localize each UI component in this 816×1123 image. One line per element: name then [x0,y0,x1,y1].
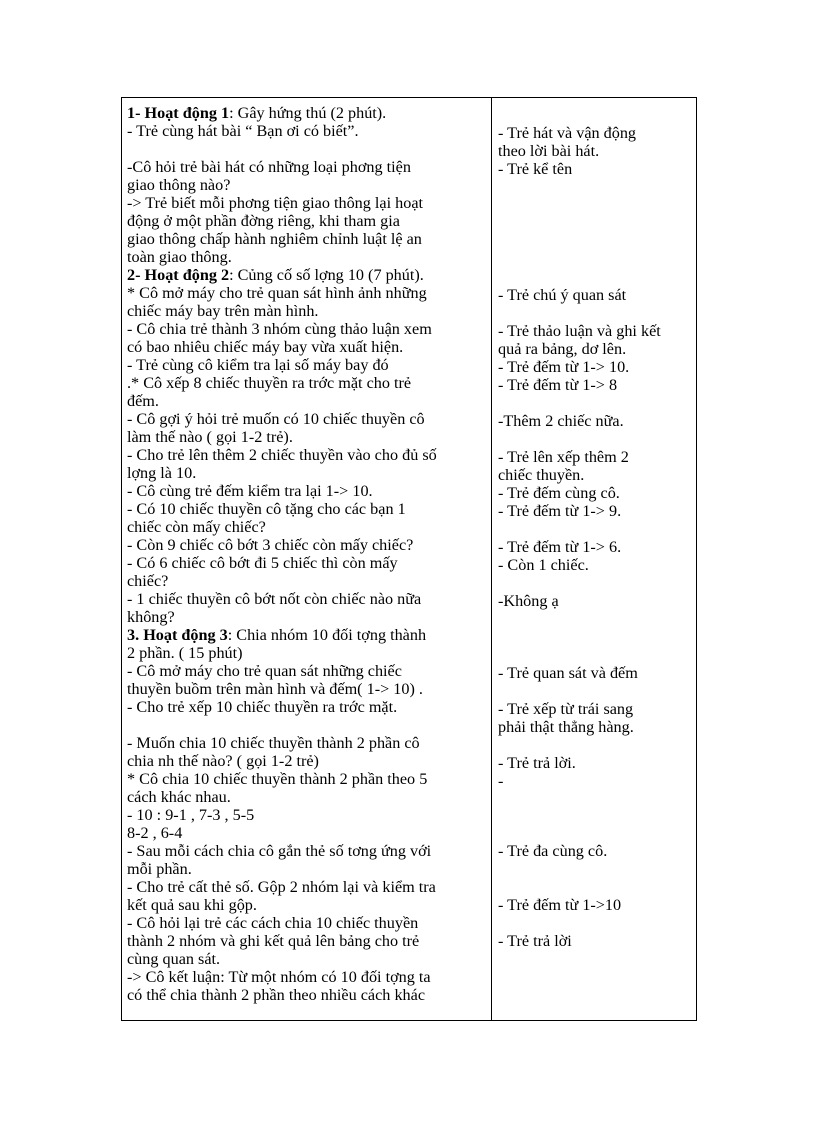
line-text: chiếc thuyền. [498,466,585,484]
student-line [498,412,624,430]
line-text: - Có 10 chiếc thuyền cô tặng cho các bạn 1 [127,500,406,518]
line-text: chia nh thế nào? ( gọi 1-2 trẻ) [127,752,319,770]
line-text: - Trẻ đếm từ 1-> 10. [498,358,630,376]
teacher-line [127,554,398,572]
student-line [498,664,638,682]
line-text: - Cho trẻ lên thêm 2 chiếc thuyền vào cho đủ số [127,446,437,464]
line-text: - Trẻ quan sát và đếm [498,664,638,682]
student-line [498,896,621,914]
column-divider [491,98,492,1020]
teacher-line [127,824,182,842]
line-text: thành 2 nhóm và ghi kết quả lên bảng cho trẻ [127,932,420,950]
line-text: .* Cô xếp 8 chiếc thuyền ra trớc mặt cho trẻ [127,374,412,392]
line-text: - Trẻ cùng hát bài “ Bạn ơi có biết”. [127,122,359,140]
teacher-line [127,986,425,1004]
student-line [498,502,621,520]
line-text: - Còn 9 chiếc cô bớt 3 chiếc còn mấy chiếc? [127,536,414,554]
line-text: giao thông nào? [127,176,231,194]
line-text: - Sau mỗi cách chia cô gắn thẻ số tơng ứng với [127,842,432,860]
line-text: - Trẻ kể tên [498,160,573,178]
line-text: - Cho trẻ cất thẻ số. Gộp 2 nhóm lại và kiểm tra [127,878,436,896]
student-line [498,322,661,340]
teacher-line [127,788,231,806]
student-line [498,376,617,394]
teacher-line [127,446,437,464]
student-line [498,448,629,466]
line-text: - Trẻ hát và vận động [498,124,637,142]
teacher-line [127,284,427,302]
line-text: -> Trẻ biết mỗi phơng tiện giao thông lại hoạt [127,194,423,212]
teacher-line [127,896,257,914]
line-text: - [498,772,504,790]
line-text: - Cô chia trẻ thành 3 nhóm cùng thảo luận xem [127,320,432,338]
teacher-line [127,698,397,716]
line-text: - Trẻ chú ý quan sát [498,286,627,304]
teacher-line [127,518,266,536]
teacher-line [127,464,196,482]
teacher-line [127,248,232,266]
teacher-line [127,212,400,230]
line-text: cùng quan sát. [127,950,221,968]
activity-heading: 3. Hoạt động 3 [127,626,228,644]
line-text: - Trẻ đếm từ 1->10 [498,896,622,914]
teacher-line [127,230,422,248]
teacher-line [127,392,159,410]
line-text: chiếc còn mấy chiếc? [127,518,266,536]
line-text: * Cô mở máy cho trẻ quan sát hình ảnh những [127,284,427,302]
line-text: - Trẻ cùng cô kiểm tra lại số máy bay đó [127,356,389,374]
lesson-table [121,97,697,1021]
student-line [498,556,589,574]
teacher-line [127,194,423,212]
line-text: kết quả sau khi gộp. [127,896,257,914]
line-text: - 10 : 9-1 , 7-3 , 5-5 [127,806,255,824]
line-text: -Không ạ [498,592,559,610]
line-text: : Chia nhóm 10 đối tợng thành [227,626,427,644]
line-text: - Trẻ lên xếp thêm 2 [498,448,629,466]
student-line [498,538,621,556]
teacher-line [127,374,411,392]
activity-heading: 2- Hoạt động 2 [127,266,230,284]
line-text: : Gây hứng thú (2 phút). [229,104,387,122]
student-line [498,358,629,376]
student-line [498,772,503,790]
teacher-line [127,680,423,698]
teacher-line [127,302,318,320]
teacher-line [127,734,420,752]
teacher-line [127,752,319,770]
teacher-line [127,860,192,878]
activity-heading: 1- Hoạt động 1 [127,104,230,122]
student-line [498,700,633,718]
teacher-line [127,104,386,122]
line-text: phải thật thẳng hàng. [498,718,634,736]
student-line [498,592,559,610]
line-text: - Muốn chia 10 chiếc thuyền thành 2 phần cô [127,734,420,752]
teacher-line [127,878,436,896]
line-text: - Trẻ trả lời [498,932,572,950]
teacher-line [127,482,373,500]
line-text: - Cô cùng trẻ đếm kiểm tra lại 1-> 10. [127,482,373,500]
teacher-line [127,608,175,626]
teacher-line [127,320,432,338]
line-text: lợng là 10. [127,464,197,482]
line-text: - Còn 1 chiếc. [498,556,589,574]
teacher-line [127,662,402,680]
line-text: không? [127,608,175,626]
line-text: động ở một phần đờng riêng, khi tham gia [127,212,400,230]
line-text: - Trẻ đếm từ 1-> 9. [498,502,622,520]
line-text: - 1 chiếc thuyền cô bớt nốt còn chiếc nào nữa [127,590,422,608]
line-text: toàn giao thông. [127,248,232,266]
line-text: - Trẻ đếm cùng cô. [498,484,620,502]
teacher-line [127,914,418,932]
line-text: - Trẻ đếm từ 1-> 8 [498,376,618,394]
line-text: làm thế nào ( gọi 1-2 trẻ). [127,428,293,446]
student-line [498,286,626,304]
line-text: - Cho trẻ xếp 10 chiếc thuyền ra trớc mặt. [127,698,398,716]
line-text: 8-2 , 6-4 [127,824,183,842]
line-text: có bao nhiêu chiếc máy bay vừa xuất hiện. [127,338,404,356]
line-text: 2 phần. ( 15 phút) [127,644,243,662]
student-line [498,842,607,860]
teacher-line [127,968,431,986]
student-line [498,142,599,160]
line-text: -> Cô kết luận: Từ một nhóm có 10 đối tợng ta [127,968,431,986]
teacher-line [127,410,425,428]
line-text: có thể chia thành 2 phần theo nhiều cách khác [127,986,425,1004]
student-line [498,466,584,484]
line-text: - Trẻ trả lời. [498,754,576,772]
teacher-line [127,158,411,176]
line-text: chiếc? [127,572,169,590]
teacher-line [127,770,427,788]
line-text: - Cô mở máy cho trẻ quan sát những chiếc [127,662,402,680]
line-text: : Củng cố số lợng 10 (7 phút). [229,266,424,284]
line-text: - Cô gợi ý hỏi trẻ muốn có 10 chiếc thuyền cô [127,410,425,428]
teacher-line [127,806,254,824]
teacher-line [127,338,403,356]
line-text: -Thêm 2 chiếc nữa. [498,412,624,430]
line-text: - Cô hỏi lại trẻ các cách chia 10 chiếc thuyền [127,914,419,932]
line-text: - Trẻ đa cùng cô. [498,842,608,860]
student-line [498,754,576,772]
student-line [498,124,636,142]
teacher-line [127,176,230,194]
teacher-line [127,356,389,374]
line-text: - Trẻ thảo luận và ghi kết [498,322,661,340]
teacher-line [127,932,419,950]
line-text: -Cô hỏi trẻ bài hát có những loại phơng tiện [127,158,411,176]
student-line [498,718,634,736]
line-text: - Trẻ đếm từ 1-> 6. [498,538,622,556]
student-line [498,340,626,358]
student-line [498,932,572,950]
line-text: cách khác nhau. [127,788,231,806]
teacher-line [127,500,406,518]
line-text: * Cô chia 10 chiếc thuyền thành 2 phần theo 5 [127,770,428,788]
line-text: giao thông chấp hành nghiêm chỉnh luật lệ an [127,230,422,248]
line-text: theo lời bài hát. [498,142,600,160]
student-line [498,160,572,178]
line-text: - Trẻ xếp từ trái sang [498,700,634,718]
teacher-line [127,590,421,608]
teacher-line [127,122,359,140]
line-text: đếm. [127,392,159,410]
teacher-line [127,266,424,284]
line-text: chiếc máy bay trên màn hình. [127,302,319,320]
line-text: mỗi phần. [127,860,192,878]
student-line [498,484,620,502]
line-text: - Có 6 chiếc cô bớt đi 5 chiếc thì còn mấy [127,554,398,572]
teacher-line [127,644,243,662]
teacher-line [127,626,426,644]
teacher-line [127,950,220,968]
teacher-line [127,428,293,446]
teacher-line [127,572,168,590]
teacher-line [127,842,431,860]
line-text: thuyền buồm trên màn hình và đếm( 1-> 10) . [127,680,423,698]
teacher-line [127,536,413,554]
line-text: quả ra bảng, dơ lên. [498,340,627,358]
